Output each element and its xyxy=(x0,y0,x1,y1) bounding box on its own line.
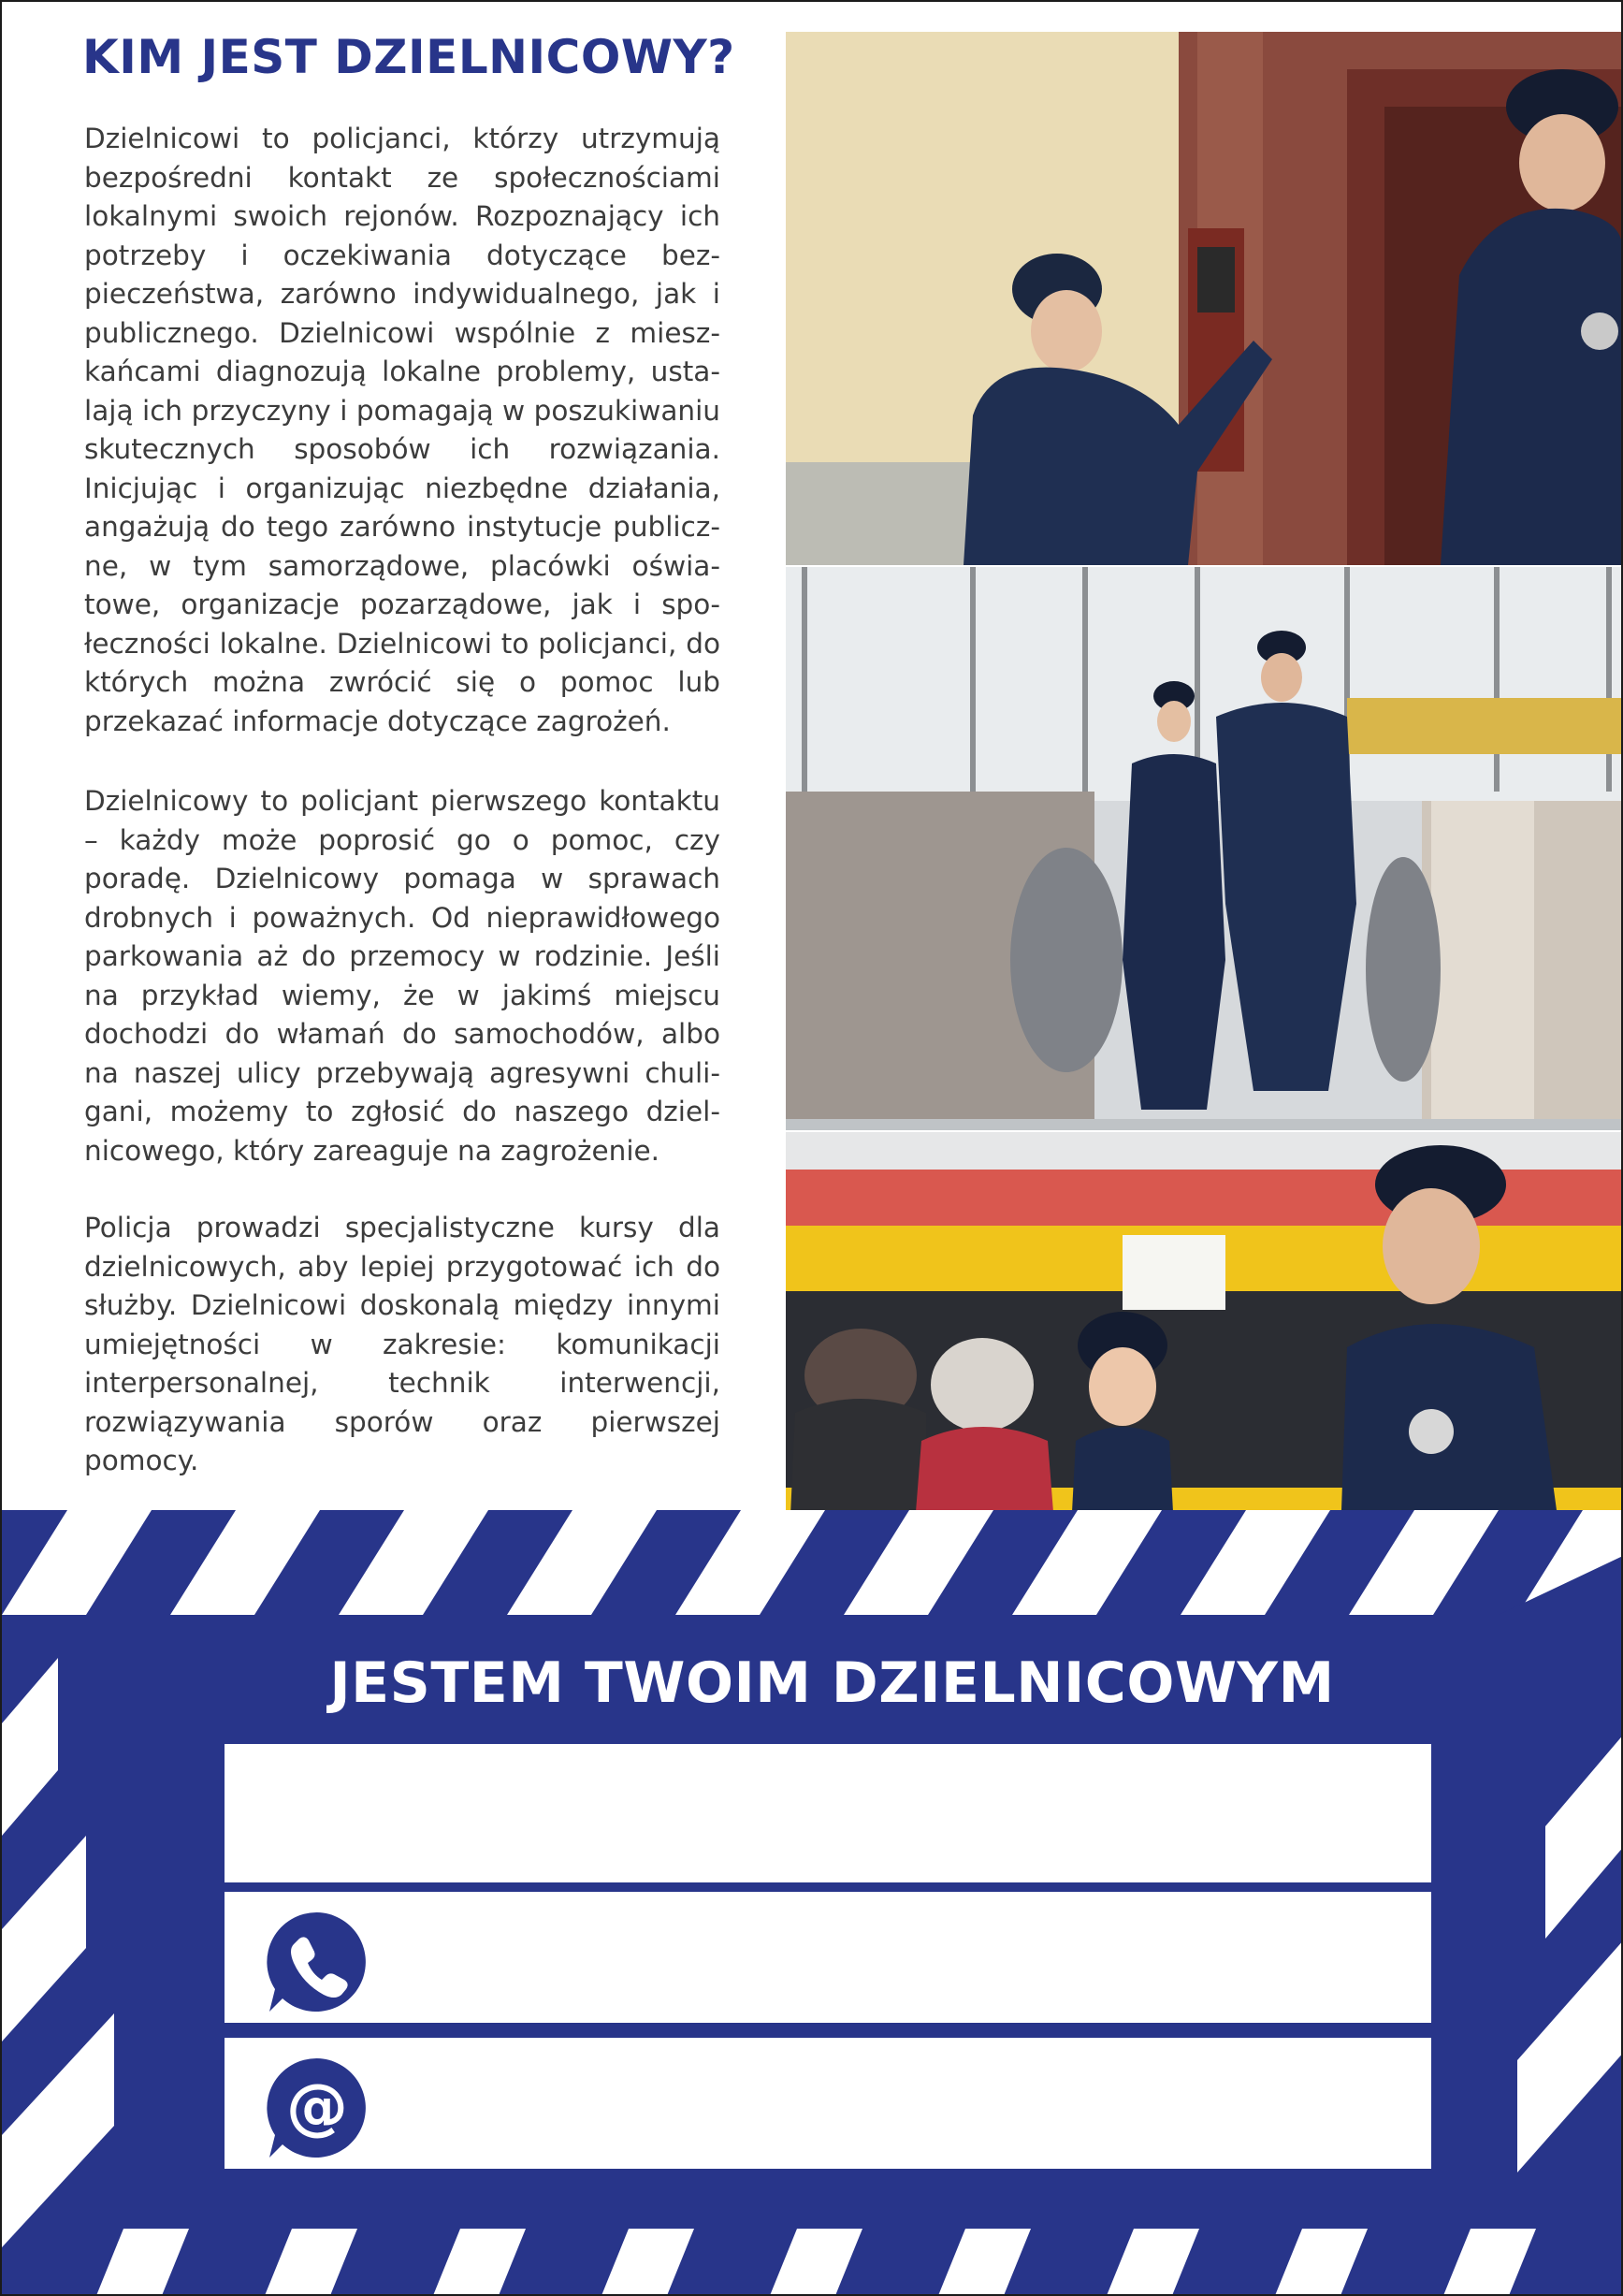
photo-officers-at-intercom xyxy=(786,32,1622,565)
paragraph-1: Dzielnicowi to policjanci, którzy utrzymują bezpośredni kontakt ze społecznościami lokalnymi swoich rejonów. Rozpoznający ich potrzeby i oczekiwania dotyczące bezpieczeństwa, zarówno indywidualnego, jak i publicznego. Dzielnicowi wspólnie z mieszkańcami diagnozują lokalne problemy, ustalają ich przyczyny i pomagają w poszukiwaniu skutecznych sposobów ich rozwiązania. Inicjując i organizując niezbędne działania, angażują do tego zarówno instytucje publiczne, w tym samorządowe, placówki oświatowe, organizacje pozarządowe, jak i społeczności lokalne. Dzielnicowi to policjanci, do których można zwrócić się o pomoc lub przekazać informacje dotyczące zagrożeń. xyxy=(84,123,720,737)
paragraph-2: Dzielnicowy to policjant pierwszego kontaktu – każdy może poprosić go o pomoc, czy poradę. Dzielnicowy pomaga w sprawach drobnych i poważnych. Od nieprawidłowego parkowania aż do przemocy w rodzinie. Jeśli na przykład wiemy, że w jakimś miejscu dochodzi do włamań do samochodów, albo na naszej ulicy przebywają agresywni chuligani, możemy to zgłosić do naszego dzielnicowego, który zareaguje na zagrożenie. xyxy=(84,785,720,1167)
phone-field[interactable] xyxy=(225,1892,1431,2023)
contact-card-title: JESTEM TWOIM DZIELNICOWYM xyxy=(329,1650,1335,1716)
paragraph-3: Policja prowadzi specjalistyczne kursy dla dzielnicowych, aby lepiej przygotować ich do służby. Dzielnicowi doskonalą między innymi umiejętności w zakresie: komunikacji interpersonalnej, technik interwencji, rozwiązywania sporów oraz pierwszej pomocy. xyxy=(84,1212,720,1476)
email-icon xyxy=(262,2053,372,2163)
name-field[interactable] xyxy=(225,1744,1431,1882)
phone-icon xyxy=(262,1907,372,2017)
page-title: KIM JEST DZIELNICOWY? xyxy=(82,30,735,84)
email-field[interactable] xyxy=(225,2038,1431,2169)
photo-officers-on-escalator xyxy=(786,567,1622,1130)
email-symbol: @ xyxy=(286,2071,348,2143)
